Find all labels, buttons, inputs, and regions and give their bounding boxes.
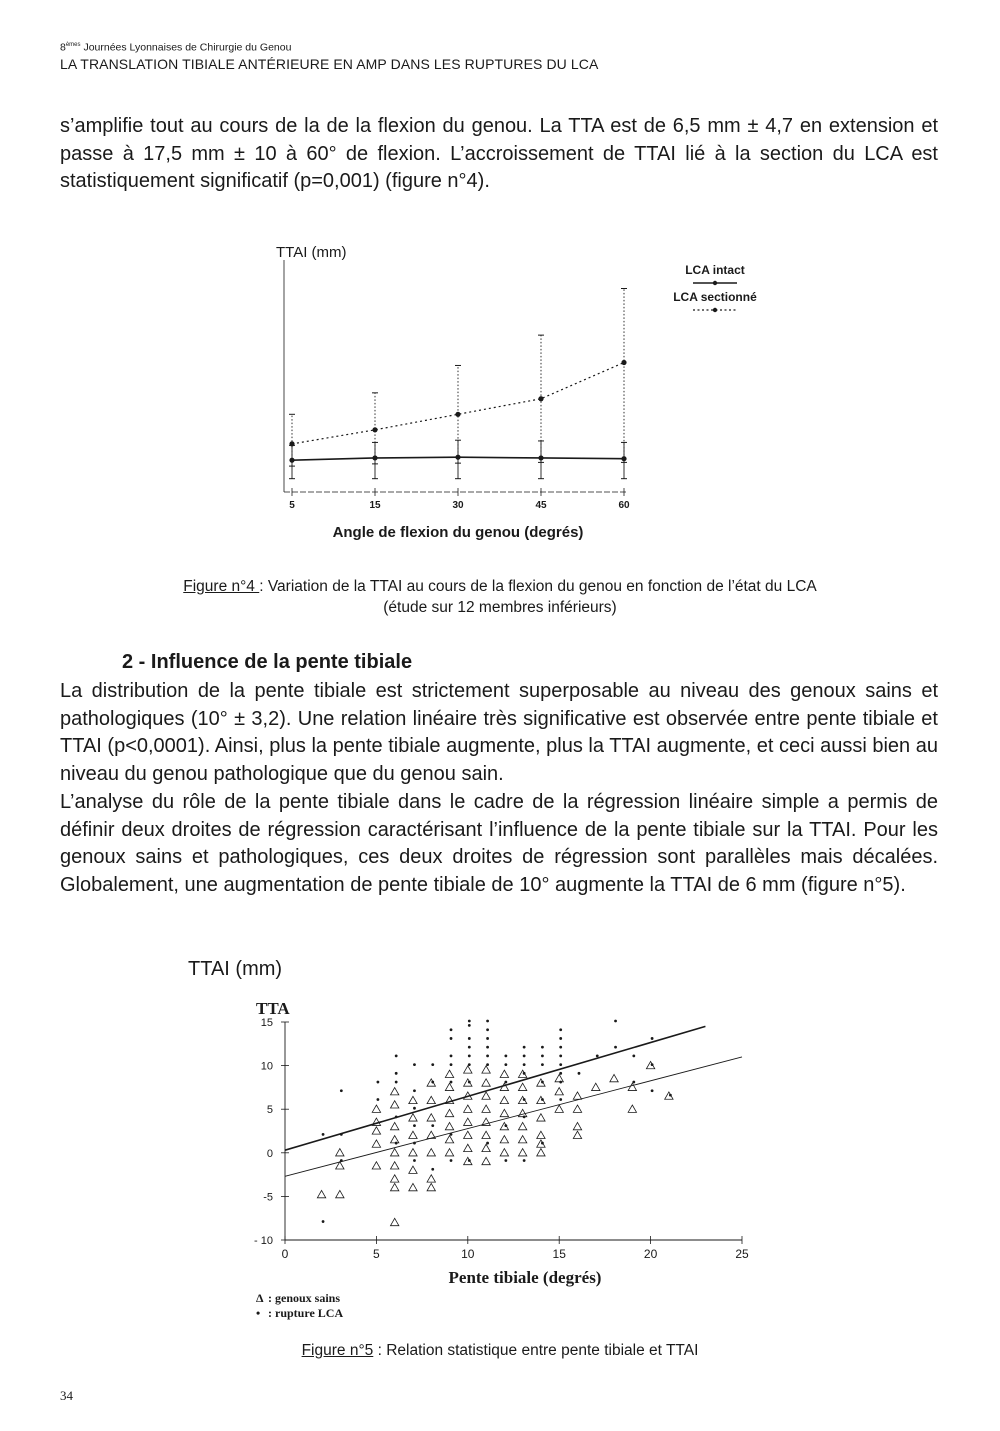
fig5-point-rupture (431, 1124, 434, 1127)
fig5-point-rupture (450, 1028, 453, 1031)
fig5-point-rupture (340, 1133, 343, 1136)
fig5-point-sain (390, 1175, 398, 1182)
fig5-x-tick-label: 20 (643, 1247, 658, 1261)
fig5-point-rupture (504, 1063, 507, 1066)
fig5-point-rupture (523, 1054, 526, 1057)
fig5-point-sain (445, 1083, 453, 1090)
fig5-point-sain (464, 1118, 472, 1125)
fig5-point-rupture (559, 1063, 562, 1066)
fig5-point-rupture (559, 1098, 562, 1101)
fig5-point-rupture (450, 1159, 453, 1162)
fig5-point-rupture (468, 1046, 471, 1049)
fig5-point-sain (409, 1166, 417, 1173)
fig5-regression-line (285, 1057, 742, 1176)
pente-paragraph-1: La distribution de la pente tibiale est strictement superposable au niveau des genoux sains et pathologiques (10° ± 3,2). Une relation linéaire très significative est observée entre pente tibiale et TTAI (p<0,0001). Ainsi, plus la pente tibiale augmente, plus la TTAI augmente, et ceci aussi bien au niveau du genou pathologique que du genou sain. (60, 680, 938, 785)
fig5-point-rupture (450, 1133, 453, 1136)
fig5-point-sain (372, 1127, 380, 1134)
figure-4 (240, 230, 800, 550)
conference-ordinal: 8 (60, 41, 66, 54)
fig5-point-rupture (541, 1081, 544, 1084)
fig5-point-rupture (431, 1063, 434, 1066)
fig5-point-sain (500, 1096, 508, 1103)
fig5-point-rupture (413, 1107, 416, 1110)
fig5-point-rupture (468, 1159, 471, 1162)
figure-5-chart (180, 950, 780, 1335)
fig5-point-sain (628, 1105, 636, 1112)
fig5-point-sain (336, 1190, 344, 1197)
fig5-point-sain (390, 1218, 398, 1225)
fig5-point-rupture (541, 1054, 544, 1057)
fig5-point-rupture (669, 1094, 672, 1097)
intro-paragraph: s’amplifie tout au cours de la de la flexion du genou. La TTA est de 6,5 mm ± 4,7 en extension et passe à 17,5 mm ± 10 à 60° de flexion. L’accroissement de TTAI lié à la section du LCA est statistiquement significatif (p=0,001) (figure n°4). (60, 115, 938, 192)
fig4-legend-marker (713, 308, 717, 312)
pente-paragraph-2: L’analyse du rôle de la pente tibiale dans le cadre de la régression linéaire simple a permis de définir deux droites de régression caractérisant l’influence de la pente tibiale sur la TTAI. Pour les genoux sains et pathologiques, ces deux droites de régression sont parallèles mais décalées. Globalement, une augmentation de pente tibiale de 10° augmente la TTAI de 6 mm (figure n°5). (60, 791, 938, 896)
figure-4-caption-line-1 (100, 576, 900, 597)
fig5-point-rupture (413, 1089, 416, 1092)
fig5-point-rupture (468, 1020, 471, 1023)
fig5-point-sain (537, 1096, 545, 1103)
fig5-point-sain (445, 1149, 453, 1156)
fig5-point-sain (464, 1157, 472, 1164)
fig5-point-rupture (559, 1037, 562, 1040)
fig5-point-rupture (559, 1072, 562, 1075)
fig5-x-tick-label: 15 (552, 1247, 566, 1261)
fig5-point-rupture (468, 1081, 471, 1084)
fig5-point-rupture (377, 1098, 380, 1101)
fig4-y-label: TTAI (mm) (276, 244, 347, 261)
running-header (60, 38, 960, 73)
fig5-point-sain (573, 1131, 581, 1138)
fig5-point-rupture (340, 1159, 343, 1162)
fig5-point-sain (464, 1079, 472, 1086)
page-number: 34 (60, 1388, 73, 1403)
fig5-legend-symbol: • (256, 1306, 261, 1320)
fig5-title: TTA (256, 999, 290, 1018)
fig4-x-label: Angle de flexion du genou (degrés) (332, 524, 584, 541)
fig5-point-rupture (450, 1081, 453, 1084)
fig5-point-rupture (632, 1054, 635, 1057)
fig5-point-sain (555, 1088, 563, 1095)
fig5-point-rupture (486, 1142, 489, 1145)
fig5-point-sain (409, 1114, 417, 1121)
fig5-point-rupture (377, 1081, 380, 1084)
fig5-point-rupture (468, 1037, 471, 1040)
fig5-point-rupture (523, 1159, 526, 1162)
fig5-point-rupture (468, 1063, 471, 1066)
fig5-point-rupture (541, 1046, 544, 1049)
fig5-point-rupture (322, 1133, 325, 1136)
fig5-point-rupture (523, 1072, 526, 1075)
fig5-point-sain (427, 1175, 435, 1182)
fig5-point-sain (500, 1122, 508, 1129)
fig5-y-tick-label: - 10 (254, 1235, 273, 1247)
fig5-point-sain (464, 1105, 472, 1112)
fig5-point-sain (518, 1070, 526, 1077)
fig5-point-sain (390, 1183, 398, 1190)
fig5-point-sain (482, 1144, 490, 1151)
fig5-point-sain (409, 1096, 417, 1103)
fig5-point-rupture (541, 1142, 544, 1145)
fig5-point-rupture (413, 1124, 416, 1127)
fig5-point-sain (464, 1144, 472, 1151)
fig4-x-tick-label: 45 (535, 500, 547, 511)
fig5-point-rupture (504, 1054, 507, 1057)
fig5-point-rupture (450, 1054, 453, 1057)
fig5-point-rupture (413, 1063, 416, 1066)
fig5-point-rupture (395, 1116, 398, 1119)
figure-5 (180, 950, 780, 1335)
fig4-point (621, 360, 626, 365)
section-heading: 2 - Influence de la pente tibiale (122, 651, 413, 673)
fig5-point-rupture (523, 1116, 526, 1119)
fig5-x-tick-label: 0 (281, 1247, 289, 1261)
fig5-point-rupture (614, 1046, 617, 1049)
fig5-point-rupture (322, 1220, 325, 1223)
fig5-point-sain (427, 1079, 435, 1086)
fig5-point-rupture (559, 1081, 562, 1084)
fig5-point-sain (610, 1074, 618, 1081)
fig5-point-sain (537, 1131, 545, 1138)
conference-name: Journées Lyonnaises de Chirurgie du Genou (83, 41, 292, 54)
fig4-legend-marker (713, 281, 717, 285)
fig5-point-sain (445, 1070, 453, 1077)
fig5-point-sain (372, 1140, 380, 1147)
fig5-point-rupture (632, 1081, 635, 1084)
fig5-point-sain (537, 1079, 545, 1086)
fig5-point-sain (390, 1149, 398, 1156)
fig5-point-sain (555, 1074, 563, 1081)
fig5-legend-label: : genoux sains (268, 1291, 341, 1305)
fig5-y-tick-label: -5 (263, 1191, 273, 1204)
fig5-point-sain (500, 1149, 508, 1156)
fig5-point-sain (409, 1131, 417, 1138)
fig4-x-tick-label: 5 (289, 500, 295, 511)
fig5-legend-label: : rupture LCA (268, 1306, 344, 1320)
fig5-point-rupture (559, 1046, 562, 1049)
fig5-point-rupture (486, 1028, 489, 1031)
fig5-point-rupture (486, 1054, 489, 1057)
fig5-point-sain (573, 1105, 581, 1112)
running-title: LA TRANSLATION TIBIALE ANTÉRIEURE EN AMP DANS LES RUPTURES DU LCA (60, 55, 599, 72)
fig5-y-tick-label: 15 (260, 1017, 273, 1029)
fig5-point-sain (555, 1105, 563, 1112)
fig5-point-rupture (578, 1072, 581, 1075)
fig5-point-rupture (559, 1054, 562, 1057)
fig5-point-rupture (395, 1054, 398, 1057)
fig5-x-tick-label: 5 (373, 1247, 380, 1261)
fig5-point-rupture (504, 1159, 507, 1162)
fig5-point-rupture (596, 1054, 599, 1057)
fig5-point-rupture (431, 1168, 434, 1171)
fig5-legend-symbol: Δ (256, 1291, 264, 1305)
fig5-point-sain (409, 1149, 417, 1156)
fig5-point-sain (573, 1092, 581, 1099)
fig5-point-sain (317, 1190, 325, 1197)
figure-4-caption (100, 576, 900, 618)
fig5-x-tick-label: 10 (461, 1247, 475, 1261)
fig5-point-sain (390, 1101, 398, 1108)
fig4-x-tick-label: 15 (369, 500, 381, 511)
figure-5-label: Figure n°5 (301, 1342, 374, 1359)
fig5-point-sain (665, 1092, 673, 1099)
fig5-point-sain (518, 1096, 526, 1103)
fig5-point-sain (464, 1066, 472, 1073)
fig5-point-rupture (541, 1098, 544, 1101)
fig5-point-rupture (559, 1028, 562, 1031)
fig5-point-sain (518, 1136, 526, 1143)
fig5-point-rupture (504, 1081, 507, 1084)
fig5-point-sain (482, 1092, 490, 1099)
fig5-point-rupture (395, 1072, 398, 1075)
fig5-point-rupture (523, 1098, 526, 1101)
fig5-point-sain (390, 1122, 398, 1129)
fig5-point-sain (537, 1149, 545, 1156)
fig5-point-rupture (486, 1037, 489, 1040)
fig5-point-rupture (413, 1142, 416, 1145)
fig5-point-rupture (431, 1081, 434, 1084)
figure-4-caption-text: : Variation de la TTAI au cours de la flexion du genou en fonction de l’état du LCA (259, 578, 817, 595)
fig5-point-sain (464, 1131, 472, 1138)
fig5-point-rupture (450, 1063, 453, 1066)
fig5-point-sain (336, 1149, 344, 1156)
fig5-point-rupture (651, 1063, 654, 1066)
fig5-point-sain (518, 1083, 526, 1090)
fig5-point-sain (537, 1140, 545, 1147)
fig5-point-rupture (450, 1037, 453, 1040)
fig5-point-sain (372, 1162, 380, 1169)
figure-5-caption (100, 1340, 900, 1361)
figure-4-caption-line-2: (étude sur 12 membres inférieurs) (383, 599, 617, 616)
fig5-point-sain (390, 1136, 398, 1143)
fig5-y-tick-label: 10 (260, 1060, 273, 1073)
fig5-point-sain (482, 1066, 490, 1073)
fig5-point-sain (372, 1105, 380, 1112)
fig5-point-rupture (395, 1081, 398, 1084)
fig4-point (455, 412, 460, 417)
figure-4-label: Figure n°4 (183, 578, 260, 595)
fig5-point-sain (427, 1149, 435, 1156)
fig5-point-sain (390, 1088, 398, 1095)
fig5-point-sain (500, 1070, 508, 1077)
fig5-point-sain (409, 1183, 417, 1190)
fig5-x-label: Pente tibiale (degrés) (448, 1268, 602, 1287)
fig5-point-rupture (340, 1089, 343, 1092)
fig5-point-sain (427, 1183, 435, 1190)
fig4-x-tick-label: 30 (452, 500, 464, 511)
fig4-point (372, 427, 377, 432)
fig5-point-sain (592, 1083, 600, 1090)
fig5-point-sain (482, 1079, 490, 1086)
fig5-point-rupture (468, 1024, 471, 1027)
conference-ordinal-suffix: èmes (65, 42, 81, 48)
fig5-regression-line (285, 1026, 705, 1150)
fig5-point-sain (518, 1149, 526, 1156)
fig5-point-rupture (468, 1054, 471, 1057)
fig5-point-rupture (486, 1046, 489, 1049)
fig5-point-sain (518, 1122, 526, 1129)
fig5-point-rupture (651, 1037, 654, 1040)
fig5-point-rupture (395, 1142, 398, 1145)
fig5-point-rupture (486, 1063, 489, 1066)
fig5-point-rupture (523, 1063, 526, 1066)
fig5-point-sain (573, 1122, 581, 1129)
fig5-point-sain (482, 1105, 490, 1112)
fig5-point-sain (482, 1157, 490, 1164)
fig5-point-rupture (523, 1046, 526, 1049)
fig5-point-sain (646, 1061, 654, 1068)
fig5-point-sain (390, 1162, 398, 1169)
figure-4-chart (240, 230, 800, 550)
conference-line (60, 38, 960, 55)
fig5-point-sain (427, 1096, 435, 1103)
fig5-point-sain (482, 1131, 490, 1138)
fig5-x-tick-label: 25 (735, 1247, 749, 1261)
fig4-point (538, 396, 543, 401)
fig4-point (289, 441, 294, 446)
fig5-point-rupture (486, 1020, 489, 1023)
fig4-legend-label: LCA intact (685, 263, 745, 277)
fig5-point-sain (500, 1136, 508, 1143)
fig5-point-sain (427, 1114, 435, 1121)
fig5-point-rupture (651, 1089, 654, 1092)
fig5-point-sain (445, 1109, 453, 1116)
fig5-point-sain (500, 1109, 508, 1116)
fig4-x-tick-label: 60 (618, 500, 630, 511)
fig5-point-rupture (413, 1159, 416, 1162)
fig4-legend-label: LCA sectionné (673, 290, 757, 304)
fig5-y-tick-label: 5 (266, 1104, 273, 1117)
fig5-point-sain (537, 1114, 545, 1121)
figure-5-caption-text: : Relation statistique entre pente tibiale et TTAI (373, 1342, 699, 1359)
fig5-y-tick-label: 0 (266, 1147, 273, 1160)
fig5-point-sain (445, 1122, 453, 1129)
fig5-point-rupture (504, 1124, 507, 1127)
fig5-point-sain (445, 1136, 453, 1143)
fig5-y-label: TTAI (mm) (188, 958, 283, 980)
fig5-point-rupture (541, 1063, 544, 1066)
fig5-point-sain (628, 1083, 636, 1090)
fig5-point-rupture (614, 1020, 617, 1023)
